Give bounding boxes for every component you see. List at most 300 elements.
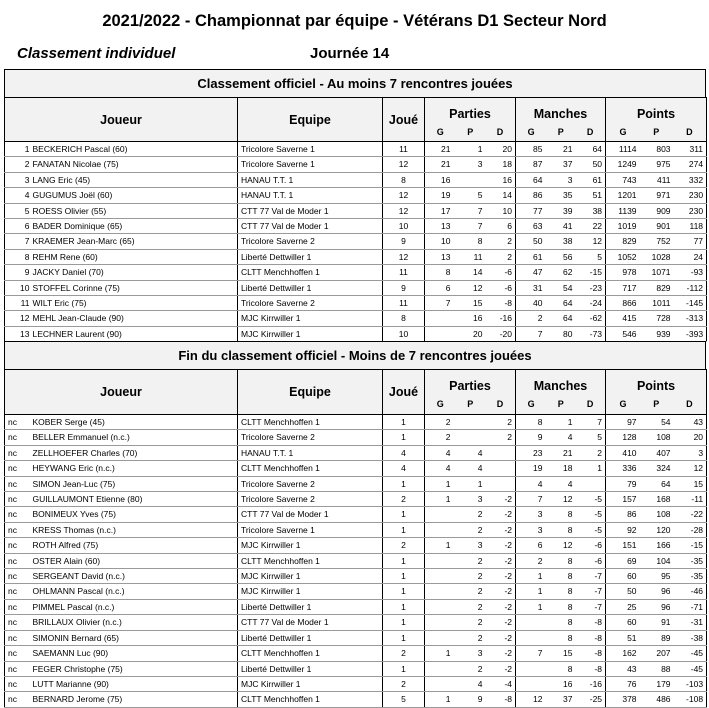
cell-parties-d: 2	[486, 234, 516, 249]
cell-manches-d: -73	[576, 326, 606, 341]
cell-manches-g	[516, 661, 546, 676]
cell-parties-p: 3	[454, 646, 486, 661]
cell-manches-g: 3	[516, 522, 546, 537]
cell-points-d: -313	[674, 311, 707, 326]
cell-points-p: 120	[640, 522, 674, 537]
cell-played: 1	[383, 569, 425, 584]
cell-rank: nc	[5, 661, 30, 676]
cell-manches-g: 31	[516, 280, 546, 295]
cell-points-d: -31	[674, 615, 707, 630]
cell-manches-p: 8	[546, 584, 576, 599]
table-row	[5, 415, 707, 430]
cell-manches-d: 7	[576, 415, 606, 430]
section-official-caption-box	[4, 69, 706, 98]
cell-player: OHLMANN Pascal (n.c.)	[30, 584, 238, 599]
cell-points-d: -393	[674, 326, 707, 341]
cell-points-p: 901	[640, 219, 674, 234]
cell-played: 1	[383, 415, 425, 430]
cell-player: ROTH Alfred (75)	[30, 538, 238, 553]
table-row	[5, 265, 707, 280]
cell-parties-g: 4	[425, 461, 454, 476]
cell-rank: 6	[5, 219, 30, 234]
cell-parties-g: 4	[425, 445, 454, 460]
cell-points-g: 336	[606, 461, 640, 476]
table-row	[5, 461, 707, 476]
cell-player: KRAEMER Jean-Marc (65)	[30, 234, 238, 249]
cell-parties-p: 4	[454, 461, 486, 476]
cell-points-g: 866	[606, 296, 640, 311]
header-points-2: Points G P D	[606, 370, 707, 415]
header-equipe-2: Equipe	[238, 370, 383, 415]
cell-player: BELLER Emmanuel (n.c.)	[30, 430, 238, 445]
cell-parties-d: 2	[486, 249, 516, 264]
cell-points-p: 752	[640, 234, 674, 249]
cell-points-g: 410	[606, 445, 640, 460]
cell-rank: nc	[5, 692, 30, 707]
cell-rank: nc	[5, 445, 30, 460]
cell-played: 1	[383, 584, 425, 599]
cell-parties-p: 2	[454, 599, 486, 614]
cell-points-p: 166	[640, 538, 674, 553]
cell-manches-p: 64	[546, 311, 576, 326]
cell-manches-g: 87	[516, 157, 546, 172]
cell-manches-g: 86	[516, 188, 546, 203]
cell-points-p: 1071	[640, 265, 674, 280]
cell-team: Tricolore Saverne 1	[238, 142, 383, 157]
cell-points-p: 829	[640, 280, 674, 295]
cell-parties-d	[486, 445, 516, 460]
cell-points-d: 43	[674, 415, 707, 430]
cell-points-p: 108	[640, 507, 674, 522]
cell-manches-p: 8	[546, 661, 576, 676]
cell-team: MJC Kirrwiller 1	[238, 584, 383, 599]
cell-parties-g: 21	[425, 157, 454, 172]
cell-parties-d: 6	[486, 219, 516, 234]
cell-manches-g: 9	[516, 430, 546, 445]
cell-manches-p: 1	[546, 415, 576, 430]
cell-team: Liberté Dettwiller 1	[238, 599, 383, 614]
cell-parties-g	[425, 326, 454, 341]
cell-played: 8	[383, 311, 425, 326]
cell-parties-g: 2	[425, 415, 454, 430]
cell-parties-d: 16	[486, 172, 516, 187]
cell-points-d: -93	[674, 265, 707, 280]
cell-points-p: 95	[640, 569, 674, 584]
cell-parties-p: 2	[454, 553, 486, 568]
table-row	[5, 172, 707, 187]
cell-manches-g: 8	[516, 415, 546, 430]
cell-parties-d: -16	[486, 311, 516, 326]
cell-played: 2	[383, 676, 425, 691]
cell-rank: 5	[5, 203, 30, 218]
cell-points-p: 108	[640, 430, 674, 445]
cell-manches-g: 6	[516, 538, 546, 553]
cell-points-p: 486	[640, 692, 674, 707]
section-unofficial-caption-box	[4, 341, 706, 370]
cell-points-g: 162	[606, 646, 640, 661]
cell-points-d: 230	[674, 203, 707, 218]
header-points: Points G P D	[606, 98, 707, 142]
cell-points-d: -35	[674, 553, 707, 568]
cell-played: 10	[383, 326, 425, 341]
cell-manches-g: 7	[516, 646, 546, 661]
cell-points-d: -45	[674, 646, 707, 661]
cell-player: ROESS Olivier (55)	[30, 203, 238, 218]
cell-team: HANAU T.T. 1	[238, 445, 383, 460]
cell-parties-p	[454, 430, 486, 445]
cell-played: 1	[383, 553, 425, 568]
cell-team: CTT 77 Val de Moder 1	[238, 203, 383, 218]
table-row	[5, 569, 707, 584]
cell-parties-p: 2	[454, 507, 486, 522]
cell-team: CLTT Menchhoffen 1	[238, 265, 383, 280]
cell-parties-g	[425, 584, 454, 599]
cell-points-d: -71	[674, 599, 707, 614]
cell-points-d: -15	[674, 538, 707, 553]
cell-team: CLTT Menchhoffen 1	[238, 415, 383, 430]
cell-rank: 13	[5, 326, 30, 341]
cell-points-g: 50	[606, 584, 640, 599]
cell-points-g: 378	[606, 692, 640, 707]
cell-manches-p: 4	[546, 476, 576, 491]
cell-played: 12	[383, 249, 425, 264]
cell-rank: nc	[5, 646, 30, 661]
cell-player: GUGUMUS Joël (60)	[30, 188, 238, 203]
cell-manches-d: 12	[576, 234, 606, 249]
unofficial-rows	[5, 415, 707, 708]
cell-manches-p: 8	[546, 599, 576, 614]
cell-manches-d: -24	[576, 296, 606, 311]
cell-rank: 12	[5, 311, 30, 326]
table-row	[5, 280, 707, 295]
cell-points-p: 909	[640, 203, 674, 218]
cell-points-g: 60	[606, 569, 640, 584]
cell-played: 1	[383, 615, 425, 630]
cell-manches-p: 12	[546, 538, 576, 553]
cell-parties-d: -2	[486, 569, 516, 584]
cell-played: 2	[383, 492, 425, 507]
cell-points-p: 91	[640, 615, 674, 630]
cell-player: HEYWANG Eric (n.c.)	[30, 461, 238, 476]
cell-manches-d: -62	[576, 311, 606, 326]
cell-rank: 7	[5, 234, 30, 249]
cell-manches-p: 64	[546, 296, 576, 311]
cell-played: 1	[383, 522, 425, 537]
cell-manches-d: -8	[576, 630, 606, 645]
cell-points-p: 64	[640, 476, 674, 491]
cell-parties-g	[425, 676, 454, 691]
cell-team: Tricolore Saverne 2	[238, 234, 383, 249]
cell-team: HANAU T.T. 1	[238, 172, 383, 187]
cell-parties-g: 13	[425, 219, 454, 234]
cell-parties-d: -2	[486, 599, 516, 614]
cell-parties-p: 4	[454, 676, 486, 691]
table-row	[5, 249, 707, 264]
cell-points-p: 168	[640, 492, 674, 507]
cell-manches-d: -7	[576, 584, 606, 599]
cell-team: CTT 77 Val de Moder 1	[238, 219, 383, 234]
cell-player: KRESS Thomas (n.c.)	[30, 522, 238, 537]
cell-points-p: 1028	[640, 249, 674, 264]
cell-manches-p: 39	[546, 203, 576, 218]
table-row	[5, 492, 707, 507]
cell-played: 4	[383, 461, 425, 476]
cell-parties-p	[454, 415, 486, 430]
cell-points-p: 96	[640, 599, 674, 614]
cell-points-d: -11	[674, 492, 707, 507]
cell-parties-g	[425, 553, 454, 568]
table-row	[5, 646, 707, 661]
cell-parties-g: 1	[425, 492, 454, 507]
cell-parties-g: 6	[425, 280, 454, 295]
table-row	[5, 203, 707, 218]
cell-parties-g: 1	[425, 646, 454, 661]
cell-parties-g	[425, 615, 454, 630]
cell-parties-p: 2	[454, 630, 486, 645]
cell-parties-p: 7	[454, 219, 486, 234]
cell-player: ZELLHOEFER Charles (70)	[30, 445, 238, 460]
cell-points-g: 151	[606, 538, 640, 553]
cell-played: 1	[383, 476, 425, 491]
cell-points-d: 332	[674, 172, 707, 187]
cell-points-p: 207	[640, 646, 674, 661]
cell-parties-g: 17	[425, 203, 454, 218]
cell-team: Liberté Dettwiller 1	[238, 280, 383, 295]
cell-parties-d	[486, 476, 516, 491]
cell-points-g: 829	[606, 234, 640, 249]
cell-player: MEHL Jean-Claude (90)	[30, 311, 238, 326]
cell-points-p: 939	[640, 326, 674, 341]
cell-team: Liberté Dettwiller 1	[238, 661, 383, 676]
cell-team: CLTT Menchhoffen 1	[238, 553, 383, 568]
cell-manches-g	[516, 615, 546, 630]
cell-parties-p: 3	[454, 492, 486, 507]
page-title: 2021/2022 - Championnat par équipe - Vétérans D1 Secteur Nord	[102, 12, 607, 30]
cell-manches-d: 5	[576, 430, 606, 445]
cell-points-g: 43	[606, 661, 640, 676]
cell-manches-g: 2	[516, 311, 546, 326]
cell-manches-d: -23	[576, 280, 606, 295]
cell-manches-d: 64	[576, 142, 606, 157]
cell-rank: 11	[5, 296, 30, 311]
cell-player: REHM Rene (60)	[30, 249, 238, 264]
cell-played: 12	[383, 157, 425, 172]
cell-played: 11	[383, 142, 425, 157]
cell-player: OSTER Alain (60)	[30, 553, 238, 568]
cell-parties-g: 1	[425, 692, 454, 707]
cell-parties-p: 4	[454, 445, 486, 460]
cell-manches-p: 54	[546, 280, 576, 295]
cell-manches-g: 64	[516, 172, 546, 187]
table-row	[5, 430, 707, 445]
cell-parties-g: 21	[425, 142, 454, 157]
cell-player: LUTT Marianne (90)	[30, 676, 238, 691]
header-joue-2: Joué	[383, 370, 425, 415]
cell-points-g: 978	[606, 265, 640, 280]
table-row	[5, 296, 707, 311]
cell-points-p: 407	[640, 445, 674, 460]
cell-manches-p: 8	[546, 615, 576, 630]
cell-points-d: 118	[674, 219, 707, 234]
cell-manches-p: 12	[546, 492, 576, 507]
cell-manches-g: 77	[516, 203, 546, 218]
section-unofficial-caption: Fin du classement officiel - Moins de 7 rencontres jouées	[178, 348, 532, 363]
cell-rank: nc	[5, 569, 30, 584]
table-row	[5, 630, 707, 645]
cell-manches-p: 8	[546, 553, 576, 568]
cell-parties-g: 16	[425, 172, 454, 187]
header-manches-2: Manches G P D	[516, 370, 606, 415]
cell-manches-g: 1	[516, 569, 546, 584]
cell-parties-p: 16	[454, 311, 486, 326]
cell-team: CLTT Menchhoffen 1	[238, 692, 383, 707]
cell-points-d: -46	[674, 584, 707, 599]
cell-played: 11	[383, 265, 425, 280]
cell-manches-p: 18	[546, 461, 576, 476]
cell-parties-g: 2	[425, 430, 454, 445]
cell-manches-g: 61	[516, 249, 546, 264]
cell-manches-p: 38	[546, 234, 576, 249]
table-row	[5, 507, 707, 522]
cell-manches-g: 40	[516, 296, 546, 311]
cell-parties-p: 7	[454, 203, 486, 218]
cell-parties-d: -2	[486, 538, 516, 553]
cell-points-d: -103	[674, 676, 707, 691]
cell-team: Liberté Dettwiller 1	[238, 249, 383, 264]
cell-parties-p: 1	[454, 142, 486, 157]
table-row	[5, 661, 707, 676]
header-joue: Joué	[383, 98, 425, 142]
cell-team: MJC Kirrwiller 1	[238, 676, 383, 691]
cell-parties-p: 2	[454, 584, 486, 599]
cell-parties-g: 1	[425, 476, 454, 491]
cell-points-p: 803	[640, 142, 674, 157]
cell-team: Tricolore Saverne 2	[238, 430, 383, 445]
cell-player: PIMMEL Pascal (n.c.)	[30, 599, 238, 614]
cell-points-d: 230	[674, 188, 707, 203]
cell-points-d: -28	[674, 522, 707, 537]
cell-points-g: 1019	[606, 219, 640, 234]
cell-points-d: -112	[674, 280, 707, 295]
cell-manches-p: 8	[546, 507, 576, 522]
header-parties: Parties G P D	[425, 98, 516, 142]
table-row	[5, 445, 707, 460]
cell-manches-g: 1	[516, 599, 546, 614]
cell-parties-d: -20	[486, 326, 516, 341]
cell-team: MJC Kirrwiller 1	[238, 311, 383, 326]
cell-team: CLTT Menchhoffen 1	[238, 461, 383, 476]
cell-manches-g	[516, 676, 546, 691]
cell-points-g: 60	[606, 615, 640, 630]
cell-manches-p: 3	[546, 172, 576, 187]
cell-manches-g: 3	[516, 507, 546, 522]
cell-rank: nc	[5, 476, 30, 491]
cell-manches-p: 16	[546, 676, 576, 691]
cell-parties-d: -2	[486, 553, 516, 568]
cell-manches-d: -6	[576, 538, 606, 553]
cell-rank: 9	[5, 265, 30, 280]
cell-player: BRILLAUX Olivier (n.c.)	[30, 615, 238, 630]
cell-player: SIMON Jean-Luc (75)	[30, 476, 238, 491]
cell-manches-d: -25	[576, 692, 606, 707]
cell-points-d: -45	[674, 661, 707, 676]
cell-points-p: 96	[640, 584, 674, 599]
cell-points-g: 1114	[606, 142, 640, 157]
cell-manches-g: 47	[516, 265, 546, 280]
cell-team: Tricolore Saverne 1	[238, 522, 383, 537]
cell-points-p: 411	[640, 172, 674, 187]
cell-parties-d: -2	[486, 615, 516, 630]
header-joueur-2: Joueur	[5, 370, 238, 415]
table-row	[5, 188, 707, 203]
cell-manches-g: 12	[516, 692, 546, 707]
cell-points-d: -108	[674, 692, 707, 707]
cell-team: Tricolore Saverne 1	[238, 157, 383, 172]
cell-rank: nc	[5, 492, 30, 507]
cell-parties-d: -4	[486, 676, 516, 691]
cell-rank: 3	[5, 172, 30, 187]
cell-points-g: 1139	[606, 203, 640, 218]
cell-points-g: 743	[606, 172, 640, 187]
table-row	[5, 538, 707, 553]
cell-player: BADER Dominique (65)	[30, 219, 238, 234]
cell-parties-p: 8	[454, 234, 486, 249]
cell-manches-g: 7	[516, 326, 546, 341]
cell-played: 1	[383, 507, 425, 522]
cell-parties-p: 12	[454, 280, 486, 295]
cell-points-p: 179	[640, 676, 674, 691]
table-row	[5, 599, 707, 614]
cell-manches-g: 63	[516, 219, 546, 234]
cell-points-p: 1011	[640, 296, 674, 311]
cell-points-d: -22	[674, 507, 707, 522]
subtitle-journee: Journée 14	[310, 45, 390, 62]
cell-parties-g: 10	[425, 234, 454, 249]
table-row	[5, 476, 707, 491]
table-row	[5, 234, 707, 249]
cell-points-g: 1052	[606, 249, 640, 264]
cell-points-g: 97	[606, 415, 640, 430]
cell-parties-g	[425, 630, 454, 645]
cell-player: FANATAN Nicolae (75)	[30, 157, 238, 172]
cell-points-g: 51	[606, 630, 640, 645]
cell-player: SAEMANN Luc (90)	[30, 646, 238, 661]
cell-player: KOBER Serge (45)	[30, 415, 238, 430]
header-joueur: Joueur	[5, 98, 238, 142]
cell-played: 1	[383, 661, 425, 676]
cell-manches-g: 85	[516, 142, 546, 157]
cell-manches-g	[516, 630, 546, 645]
cell-manches-g: 50	[516, 234, 546, 249]
cell-manches-p: 21	[546, 142, 576, 157]
cell-points-p: 324	[640, 461, 674, 476]
cell-player: WILT Eric (75)	[30, 296, 238, 311]
cell-points-g: 25	[606, 599, 640, 614]
cell-manches-g: 23	[516, 445, 546, 460]
cell-manches-g: 2	[516, 553, 546, 568]
cell-manches-d: -7	[576, 599, 606, 614]
official-rows	[5, 142, 707, 342]
cell-player: SIMONIN Bernard (65)	[30, 630, 238, 645]
cell-points-g: 76	[606, 676, 640, 691]
cell-manches-d: 38	[576, 203, 606, 218]
cell-team: Liberté Dettwiller 1	[238, 630, 383, 645]
cell-played: 4	[383, 445, 425, 460]
cell-parties-p: 2	[454, 615, 486, 630]
cell-team: CTT 77 Val de Moder 1	[238, 507, 383, 522]
cell-rank: nc	[5, 584, 30, 599]
cell-parties-d: 2	[486, 415, 516, 430]
